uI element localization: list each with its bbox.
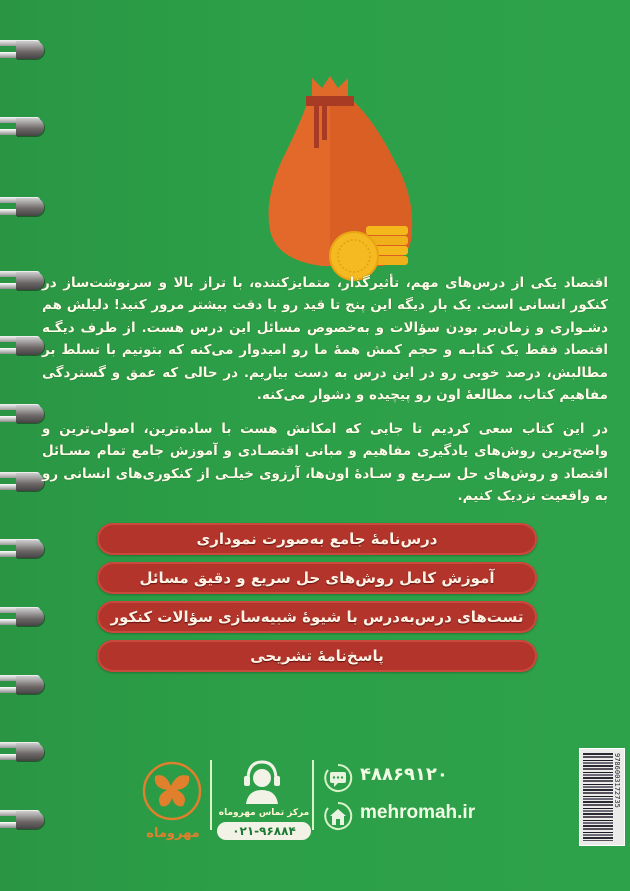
spiral-ring (0, 113, 46, 141)
feature-pill-answer-key: پاسخ‌نامهٔ تشریحی (97, 640, 537, 672)
money-bag-icon (262, 70, 422, 290)
spiral-ring (0, 671, 46, 699)
intro-paragraph-1: اقتصاد یکی از درس‌های مهم، تأثیرگذار، متمایزکننده، با تراز بالا و سرنوشت‌ساز در کنکور انسانی است. یک بار دیگه این پنج تا قید رو با دقت بیشتر مرور کنید! دلیلش هم دشـواری و زمان‌بر بودن سؤالات و به‌خصوص مسائل این درس هست. از طرف دیگـه اقتصاد فقط یک کتابـه و حجم کمش همهٔ ما رو امیدوار می‌کنه که بتونیم با تسلط بر مطالبش، درصد خوبی رو در این درس به دست بیاریم. در حالی که عمق و گستردگی مفاهیم کتاب، مطالعهٔ اون رو پیچیده و دشوار می‌کنه. (42, 274, 608, 403)
spiral-ring (0, 603, 46, 631)
spiral-ring (0, 267, 46, 295)
spiral-ring (0, 36, 46, 64)
spiral-ring (0, 400, 46, 428)
intro-paragraph-2: در این کتاب سعی کردیم تا جایی که امکانش هست با ساده‌ترین، اصولی‌ترین و واضح‌ترین روش‌های یادگیری مفاهیم و مبانی اقتصـادی و آموزش جامع تمام مسـائل اقتصاد و روش‌های حل سـریع و سـادهٔ اون‌ها، آرزوی خیلـی از کنکوری‌های انسانی رو به واقعیت نزدیک کنیم. (42, 420, 608, 504)
spiral-ring (0, 806, 46, 834)
feature-pill-quick-solving: آموزش کامل روش‌های حل سریع و دقیق مسائل (97, 562, 537, 594)
publisher-logo-icon (141, 760, 203, 822)
headset-support-icon (232, 756, 292, 806)
feature-pill-comprehensive-lessons: درس‌نامهٔ جامع به‌صورت نموداری (97, 523, 537, 555)
sms-number: ۰۲۱۹۶۸۸۴ (360, 764, 448, 785)
support-phone-number: ۰۲۱-۹۶۸۸۴ (217, 822, 311, 840)
spiral-ring (0, 738, 46, 766)
spiral-ring (0, 535, 46, 563)
spiral-ring (0, 193, 46, 221)
spiral-ring (0, 468, 46, 496)
barcode-digits: 9786003172735 (613, 753, 621, 808)
feature-pill-practice-tests: تست‌های درس‌به‌درس با شیوهٔ شبیه‌سازی سؤالات کنکور (97, 601, 537, 633)
support-center-label: مرکز تماس مهروماه (218, 808, 310, 818)
footer-divider (312, 760, 314, 830)
spiral-ring (0, 332, 46, 360)
website-link[interactable]: mehromah.ir (360, 802, 476, 823)
chat-message-icon (322, 762, 354, 794)
footer-divider (210, 760, 212, 830)
publisher-logo-text: مهروماه (146, 826, 200, 841)
barcode-bars (583, 753, 613, 841)
home-website-icon (322, 800, 354, 832)
isbn-barcode (579, 748, 625, 846)
